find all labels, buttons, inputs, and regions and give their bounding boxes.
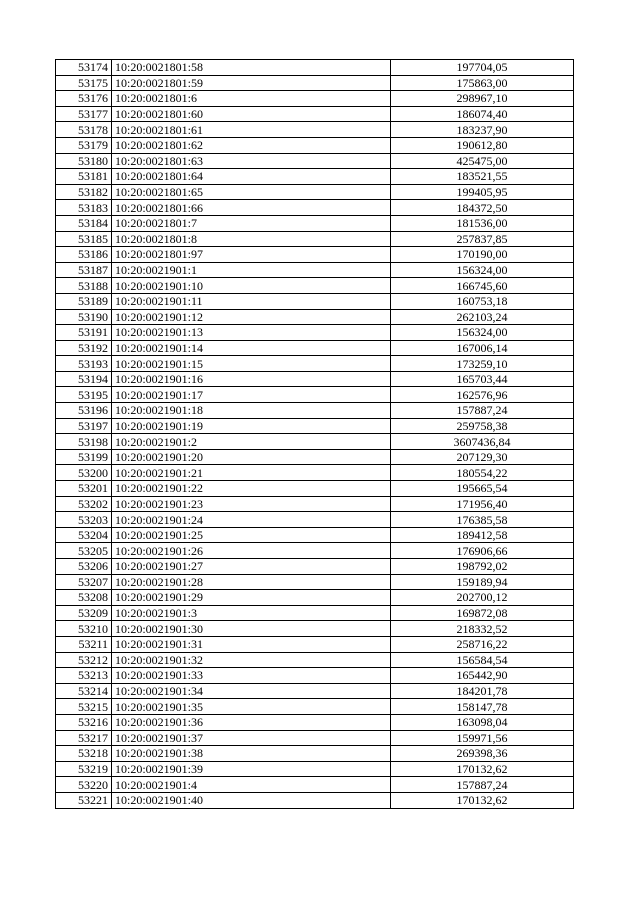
row-number-cell: 53215 xyxy=(56,699,112,715)
row-number-cell: 53183 xyxy=(56,200,112,216)
cadastral-value-cell: 262103,24 xyxy=(391,309,574,325)
row-number-cell: 53198 xyxy=(56,434,112,450)
table-row xyxy=(56,481,574,497)
row-number-cell: 53219 xyxy=(56,761,112,777)
cadastral-number-cell: 10:20:0021801:6 xyxy=(112,91,391,107)
table-row xyxy=(56,153,574,169)
row-number-cell: 53221 xyxy=(56,792,112,808)
row-number-cell: 53191 xyxy=(56,325,112,341)
cadastral-value-cell: 176385,58 xyxy=(391,512,574,528)
row-number-cell: 53192 xyxy=(56,340,112,356)
table-row xyxy=(56,60,574,76)
table-row xyxy=(56,512,574,528)
table-row xyxy=(56,714,574,730)
table-row xyxy=(56,231,574,247)
cadastral-value-cell: 176906,66 xyxy=(391,543,574,559)
row-number-cell: 53182 xyxy=(56,184,112,200)
cadastral-number-cell: 10:20:0021901:3 xyxy=(112,605,391,621)
table-row xyxy=(56,91,574,107)
cadastral-value-table xyxy=(55,59,574,809)
cadastral-value-cell: 170190,00 xyxy=(391,247,574,263)
cadastral-value-cell: 197704,05 xyxy=(391,60,574,76)
cadastral-number-cell: 10:20:0021801:97 xyxy=(112,247,391,263)
row-number-cell: 53217 xyxy=(56,730,112,746)
table-row xyxy=(56,403,574,419)
table-row xyxy=(56,590,574,606)
cadastral-value-cell: 425475,00 xyxy=(391,153,574,169)
cadastral-value-cell: 160753,18 xyxy=(391,293,574,309)
row-number-cell: 53207 xyxy=(56,574,112,590)
cadastral-value-cell: 158147,78 xyxy=(391,699,574,715)
cadastral-value-cell: 159189,94 xyxy=(391,574,574,590)
row-number-cell: 53178 xyxy=(56,122,112,138)
cadastral-number-cell: 10:20:0021901:27 xyxy=(112,559,391,575)
row-number-cell: 53202 xyxy=(56,496,112,512)
row-number-cell: 53196 xyxy=(56,403,112,419)
row-number-cell: 53205 xyxy=(56,543,112,559)
row-number-cell: 53208 xyxy=(56,590,112,606)
cadastral-number-cell: 10:20:0021801:62 xyxy=(112,137,391,153)
cadastral-number-cell: 10:20:0021901:1 xyxy=(112,262,391,278)
cadastral-value-cell: 156584,54 xyxy=(391,652,574,668)
row-number-cell: 53216 xyxy=(56,714,112,730)
cadastral-value-cell: 199405,95 xyxy=(391,184,574,200)
row-number-cell: 53203 xyxy=(56,512,112,528)
cadastral-number-cell: 10:20:0021901:17 xyxy=(112,387,391,403)
cadastral-value-cell: 190612,80 xyxy=(391,137,574,153)
row-number-cell: 53176 xyxy=(56,91,112,107)
row-number-cell: 53214 xyxy=(56,683,112,699)
row-number-cell: 53189 xyxy=(56,293,112,309)
table-row xyxy=(56,122,574,138)
cadastral-value-cell: 166745,60 xyxy=(391,278,574,294)
cadastral-value-cell: 159971,56 xyxy=(391,730,574,746)
table-row xyxy=(56,683,574,699)
table-row xyxy=(56,792,574,808)
cadastral-value-cell: 186074,40 xyxy=(391,106,574,122)
row-number-cell: 53190 xyxy=(56,309,112,325)
table-row xyxy=(56,371,574,387)
cadastral-value-cell: 170132,62 xyxy=(391,761,574,777)
row-number-cell: 53220 xyxy=(56,777,112,793)
table-row xyxy=(56,262,574,278)
table-row xyxy=(56,746,574,762)
row-number-cell: 53206 xyxy=(56,559,112,575)
table-row xyxy=(56,434,574,450)
cadastral-number-cell: 10:20:0021901:40 xyxy=(112,792,391,808)
cadastral-number-cell: 10:20:0021901:11 xyxy=(112,293,391,309)
cadastral-number-cell: 10:20:0021901:38 xyxy=(112,746,391,762)
table-row xyxy=(56,699,574,715)
cadastral-number-cell: 10:20:0021901:32 xyxy=(112,652,391,668)
cadastral-number-cell: 10:20:0021901:12 xyxy=(112,309,391,325)
cadastral-value-cell: 195665,54 xyxy=(391,481,574,497)
cadastral-value-cell: 165442,90 xyxy=(391,668,574,684)
cadastral-number-cell: 10:20:0021901:31 xyxy=(112,636,391,652)
table-row xyxy=(56,527,574,543)
row-number-cell: 53194 xyxy=(56,371,112,387)
cadastral-value-cell: 257837,85 xyxy=(391,231,574,247)
cadastral-value-cell: 156324,00 xyxy=(391,262,574,278)
cadastral-value-cell: 207129,30 xyxy=(391,449,574,465)
cadastral-number-cell: 10:20:0021901:20 xyxy=(112,449,391,465)
cadastral-value-cell: 165703,44 xyxy=(391,371,574,387)
row-number-cell: 53180 xyxy=(56,153,112,169)
row-number-cell: 53209 xyxy=(56,605,112,621)
cadastral-number-cell: 10:20:0021801:59 xyxy=(112,75,391,91)
row-number-cell: 53204 xyxy=(56,527,112,543)
table-row xyxy=(56,106,574,122)
cadastral-value-cell: 298967,10 xyxy=(391,91,574,107)
row-number-cell: 53179 xyxy=(56,137,112,153)
cadastral-number-cell: 10:20:0021901:10 xyxy=(112,278,391,294)
table-row xyxy=(56,668,574,684)
cadastral-number-cell: 10:20:0021801:65 xyxy=(112,184,391,200)
cadastral-value-cell: 170132,62 xyxy=(391,792,574,808)
table-row xyxy=(56,636,574,652)
row-number-cell: 53174 xyxy=(56,60,112,76)
cadastral-number-cell: 10:20:0021901:25 xyxy=(112,527,391,543)
table-row xyxy=(56,652,574,668)
cadastral-number-cell: 10:20:0021901:33 xyxy=(112,668,391,684)
table-row xyxy=(56,137,574,153)
row-number-cell: 53199 xyxy=(56,449,112,465)
cadastral-value-cell: 202700,12 xyxy=(391,590,574,606)
cadastral-value-cell: 269398,36 xyxy=(391,746,574,762)
table-body xyxy=(56,60,574,809)
cadastral-value-cell: 156324,00 xyxy=(391,325,574,341)
row-number-cell: 53186 xyxy=(56,247,112,263)
cadastral-number-cell: 10:20:0021901:29 xyxy=(112,590,391,606)
cadastral-value-cell: 162576,96 xyxy=(391,387,574,403)
cadastral-number-cell: 10:20:0021901:15 xyxy=(112,356,391,372)
table-row xyxy=(56,387,574,403)
cadastral-number-cell: 10:20:0021901:13 xyxy=(112,325,391,341)
row-number-cell: 53210 xyxy=(56,621,112,637)
table-row xyxy=(56,278,574,294)
cadastral-number-cell: 10:20:0021901:22 xyxy=(112,481,391,497)
cadastral-value-cell: 157887,24 xyxy=(391,403,574,419)
cadastral-value-cell: 183237,90 xyxy=(391,122,574,138)
cadastral-value-cell: 167006,14 xyxy=(391,340,574,356)
row-number-cell: 53181 xyxy=(56,169,112,185)
row-number-cell: 53188 xyxy=(56,278,112,294)
cadastral-number-cell: 10:20:0021901:30 xyxy=(112,621,391,637)
table-row xyxy=(56,184,574,200)
cadastral-value-cell: 3607436,84 xyxy=(391,434,574,450)
cadastral-value-cell: 163098,04 xyxy=(391,714,574,730)
table-row xyxy=(56,730,574,746)
table-row xyxy=(56,574,574,590)
cadastral-number-cell: 10:20:0021901:28 xyxy=(112,574,391,590)
cadastral-number-cell: 10:20:0021901:2 xyxy=(112,434,391,450)
row-number-cell: 53211 xyxy=(56,636,112,652)
table-row xyxy=(56,449,574,465)
table-row xyxy=(56,418,574,434)
table-row xyxy=(56,247,574,263)
row-number-cell: 53212 xyxy=(56,652,112,668)
cadastral-value-cell: 157887,24 xyxy=(391,777,574,793)
table-row xyxy=(56,309,574,325)
table-row xyxy=(56,325,574,341)
cadastral-value-cell: 184201,78 xyxy=(391,683,574,699)
cadastral-number-cell: 10:20:0021801:7 xyxy=(112,215,391,231)
cadastral-value-cell: 218332,52 xyxy=(391,621,574,637)
cadastral-value-cell: 189412,58 xyxy=(391,527,574,543)
cadastral-number-cell: 10:20:0021901:24 xyxy=(112,512,391,528)
table-row xyxy=(56,465,574,481)
cadastral-number-cell: 10:20:0021801:60 xyxy=(112,106,391,122)
row-number-cell: 53200 xyxy=(56,465,112,481)
cadastral-value-cell: 181536,00 xyxy=(391,215,574,231)
cadastral-value-cell: 259758,38 xyxy=(391,418,574,434)
row-number-cell: 53213 xyxy=(56,668,112,684)
table-row xyxy=(56,75,574,91)
row-number-cell: 53175 xyxy=(56,75,112,91)
table-row xyxy=(56,621,574,637)
cadastral-number-cell: 10:20:0021801:64 xyxy=(112,169,391,185)
row-number-cell: 53184 xyxy=(56,215,112,231)
table-row xyxy=(56,169,574,185)
table-row xyxy=(56,340,574,356)
row-number-cell: 53197 xyxy=(56,418,112,434)
cadastral-number-cell: 10:20:0021901:14 xyxy=(112,340,391,356)
cadastral-number-cell: 10:20:0021801:63 xyxy=(112,153,391,169)
table-row xyxy=(56,761,574,777)
table-row xyxy=(56,293,574,309)
cadastral-number-cell: 10:20:0021901:21 xyxy=(112,465,391,481)
cadastral-number-cell: 10:20:0021901:34 xyxy=(112,683,391,699)
cadastral-number-cell: 10:20:0021801:61 xyxy=(112,122,391,138)
cadastral-value-cell: 173259,10 xyxy=(391,356,574,372)
table-row xyxy=(56,559,574,575)
cadastral-number-cell: 10:20:0021801:8 xyxy=(112,231,391,247)
cadastral-value-cell: 184372,50 xyxy=(391,200,574,216)
cadastral-value-cell: 171956,40 xyxy=(391,496,574,512)
row-number-cell: 53195 xyxy=(56,387,112,403)
cadastral-value-cell: 180554,22 xyxy=(391,465,574,481)
cadastral-number-cell: 10:20:0021801:66 xyxy=(112,200,391,216)
table-row xyxy=(56,543,574,559)
cadastral-value-cell: 183521,55 xyxy=(391,169,574,185)
row-number-cell: 53177 xyxy=(56,106,112,122)
row-number-cell: 53201 xyxy=(56,481,112,497)
cadastral-number-cell: 10:20:0021901:19 xyxy=(112,418,391,434)
cadastral-number-cell: 10:20:0021801:58 xyxy=(112,60,391,76)
table-row xyxy=(56,496,574,512)
table-row xyxy=(56,356,574,372)
cadastral-number-cell: 10:20:0021901:37 xyxy=(112,730,391,746)
cadastral-number-cell: 10:20:0021901:26 xyxy=(112,543,391,559)
row-number-cell: 53187 xyxy=(56,262,112,278)
table-row xyxy=(56,777,574,793)
table-row xyxy=(56,200,574,216)
row-number-cell: 53193 xyxy=(56,356,112,372)
row-number-cell: 53185 xyxy=(56,231,112,247)
table-row xyxy=(56,215,574,231)
cadastral-number-cell: 10:20:0021901:4 xyxy=(112,777,391,793)
cadastral-number-cell: 10:20:0021901:36 xyxy=(112,714,391,730)
table-row xyxy=(56,605,574,621)
cadastral-number-cell: 10:20:0021901:39 xyxy=(112,761,391,777)
row-number-cell: 53218 xyxy=(56,746,112,762)
cadastral-number-cell: 10:20:0021901:18 xyxy=(112,403,391,419)
cadastral-value-cell: 198792,02 xyxy=(391,559,574,575)
cadastral-value-cell: 175863,00 xyxy=(391,75,574,91)
cadastral-value-cell: 258716,22 xyxy=(391,636,574,652)
cadastral-value-cell: 169872,08 xyxy=(391,605,574,621)
cadastral-number-cell: 10:20:0021901:35 xyxy=(112,699,391,715)
cadastral-number-cell: 10:20:0021901:16 xyxy=(112,371,391,387)
cadastral-number-cell: 10:20:0021901:23 xyxy=(112,496,391,512)
